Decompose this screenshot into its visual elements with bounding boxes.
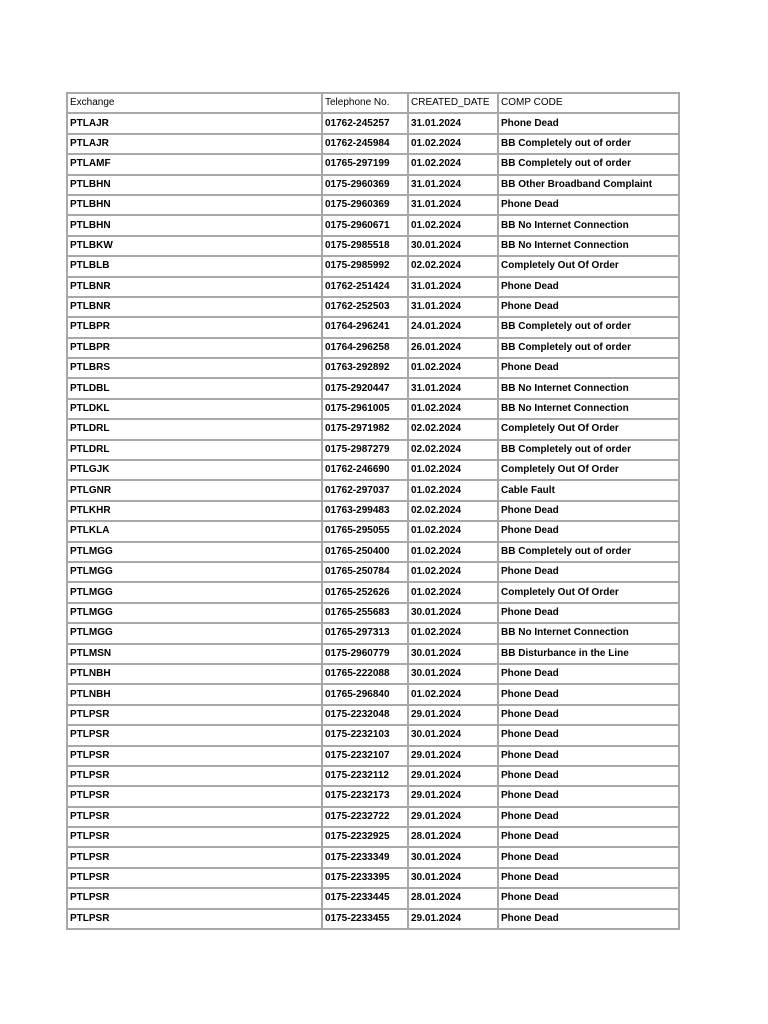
table-row (68, 481, 680, 501)
table-body (68, 114, 680, 930)
cell-created-date: 01.02.2024 (409, 563, 499, 583)
cell-created-date: 30.01.2024 (409, 237, 499, 257)
table-row (68, 848, 680, 868)
cell-telephone-no: 0175-2960671 (323, 216, 409, 236)
cell-telephone-no: 0175-2961005 (323, 400, 409, 420)
cell-exchange: PTLPSR (68, 767, 323, 787)
complaint-sheet (66, 92, 678, 930)
cell-telephone-no: 01765-295055 (323, 522, 409, 542)
cell-telephone-no: 0175-2985518 (323, 237, 409, 257)
cell-comp-code: Phone Dead (499, 522, 680, 542)
cell-comp-code: Phone Dead (499, 910, 680, 930)
table-row (68, 869, 680, 889)
cell-exchange: PTLGJK (68, 461, 323, 481)
cell-exchange: PTLPSR (68, 910, 323, 930)
cell-exchange: PTLMGG (68, 563, 323, 583)
cell-telephone-no: 01765-297313 (323, 624, 409, 644)
cell-comp-code: BB Other Broadband Complaint (499, 176, 680, 196)
cell-telephone-no: 0175-2233445 (323, 889, 409, 909)
table-row (68, 196, 680, 216)
cell-telephone-no: 0175-2232107 (323, 747, 409, 767)
cell-comp-code: Phone Dead (499, 808, 680, 828)
cell-exchange: PTLMSN (68, 645, 323, 665)
table-row (68, 808, 680, 828)
cell-comp-code: BB No Internet Connection (499, 216, 680, 236)
cell-created-date: 30.01.2024 (409, 726, 499, 746)
cell-created-date: 26.01.2024 (409, 339, 499, 359)
cell-created-date: 29.01.2024 (409, 808, 499, 828)
cell-telephone-no: 0175-2232112 (323, 767, 409, 787)
cell-comp-code: Phone Dead (499, 685, 680, 705)
cell-exchange: PTLPSR (68, 726, 323, 746)
cell-telephone-no: 0175-2232048 (323, 706, 409, 726)
cell-created-date: 01.02.2024 (409, 583, 499, 603)
cell-comp-code: Phone Dead (499, 114, 680, 134)
cell-created-date: 30.01.2024 (409, 848, 499, 868)
cell-comp-code: BB Completely out of order (499, 339, 680, 359)
cell-created-date: 30.01.2024 (409, 645, 499, 665)
cell-created-date: 01.02.2024 (409, 461, 499, 481)
cell-created-date: 02.02.2024 (409, 441, 499, 461)
cell-exchange: PTLDKL (68, 400, 323, 420)
cell-telephone-no: 01765-222088 (323, 665, 409, 685)
table-row (68, 400, 680, 420)
header-comp-code: COMP CODE (499, 94, 680, 114)
cell-telephone-no: 01765-255683 (323, 604, 409, 624)
cell-exchange: PTLPSR (68, 787, 323, 807)
cell-comp-code: Phone Dead (499, 828, 680, 848)
cell-telephone-no: 01765-252626 (323, 583, 409, 603)
cell-created-date: 28.01.2024 (409, 889, 499, 909)
cell-telephone-no: 01763-292892 (323, 359, 409, 379)
cell-created-date: 29.01.2024 (409, 787, 499, 807)
cell-created-date: 01.02.2024 (409, 216, 499, 236)
cell-created-date: 02.02.2024 (409, 257, 499, 277)
cell-comp-code: Phone Dead (499, 767, 680, 787)
cell-exchange: PTLMGG (68, 543, 323, 563)
cell-comp-code: BB No Internet Connection (499, 237, 680, 257)
cell-exchange: PTLBHN (68, 176, 323, 196)
table-row (68, 685, 680, 705)
cell-telephone-no: 01765-297199 (323, 155, 409, 175)
table-row (68, 318, 680, 338)
cell-telephone-no: 01765-250784 (323, 563, 409, 583)
cell-exchange: PTLAJR (68, 114, 323, 134)
cell-created-date: 01.02.2024 (409, 400, 499, 420)
cell-created-date: 31.01.2024 (409, 278, 499, 298)
cell-telephone-no: 0175-2232722 (323, 808, 409, 828)
cell-created-date: 30.01.2024 (409, 665, 499, 685)
table-row (68, 767, 680, 787)
table-row (68, 706, 680, 726)
cell-exchange: PTLBHN (68, 196, 323, 216)
table-row (68, 379, 680, 399)
cell-comp-code: Phone Dead (499, 196, 680, 216)
cell-created-date: 01.02.2024 (409, 685, 499, 705)
table-row (68, 420, 680, 440)
table-row (68, 645, 680, 665)
cell-exchange: PTLBRS (68, 359, 323, 379)
cell-comp-code: Phone Dead (499, 665, 680, 685)
cell-exchange: PTLBHN (68, 216, 323, 236)
cell-created-date: 29.01.2024 (409, 706, 499, 726)
cell-created-date: 31.01.2024 (409, 114, 499, 134)
cell-exchange: PTLNBH (68, 665, 323, 685)
cell-exchange: PTLPSR (68, 706, 323, 726)
table-row (68, 359, 680, 379)
complaint-table (66, 92, 680, 930)
cell-exchange: PTLPSR (68, 747, 323, 767)
cell-comp-code: Phone Dead (499, 889, 680, 909)
cell-comp-code: BB Completely out of order (499, 155, 680, 175)
cell-created-date: 01.02.2024 (409, 543, 499, 563)
cell-created-date: 01.02.2024 (409, 481, 499, 501)
table-row (68, 889, 680, 909)
cell-exchange: PTLAJR (68, 135, 323, 155)
cell-created-date: 02.02.2024 (409, 420, 499, 440)
table-row (68, 787, 680, 807)
cell-exchange: PTLDRL (68, 441, 323, 461)
cell-comp-code: Phone Dead (499, 869, 680, 889)
cell-exchange: PTLKLA (68, 522, 323, 542)
cell-exchange: PTLNBH (68, 685, 323, 705)
cell-comp-code: BB No Internet Connection (499, 379, 680, 399)
cell-exchange: PTLBKW (68, 237, 323, 257)
cell-telephone-no: 0175-2233455 (323, 910, 409, 930)
cell-exchange: PTLPSR (68, 848, 323, 868)
cell-telephone-no: 0175-2971982 (323, 420, 409, 440)
cell-comp-code: Phone Dead (499, 278, 680, 298)
table-row (68, 910, 680, 930)
cell-comp-code: BB Completely out of order (499, 135, 680, 155)
cell-exchange: PTLBNR (68, 278, 323, 298)
cell-exchange: PTLPSR (68, 828, 323, 848)
table-row (68, 237, 680, 257)
cell-telephone-no: 01762-297037 (323, 481, 409, 501)
cell-exchange: PTLGNR (68, 481, 323, 501)
cell-exchange: PTLMGG (68, 604, 323, 624)
cell-telephone-no: 01764-296258 (323, 339, 409, 359)
table-row (68, 624, 680, 644)
table-row (68, 502, 680, 522)
table-row (68, 114, 680, 134)
cell-created-date: 24.01.2024 (409, 318, 499, 338)
table-row (68, 522, 680, 542)
cell-telephone-no: 0175-2985992 (323, 257, 409, 277)
cell-telephone-no: 01762-245257 (323, 114, 409, 134)
cell-comp-code: Completely Out Of Order (499, 583, 680, 603)
cell-telephone-no: 01764-296241 (323, 318, 409, 338)
cell-created-date: 01.02.2024 (409, 135, 499, 155)
cell-comp-code: Phone Dead (499, 604, 680, 624)
cell-exchange: PTLMGG (68, 624, 323, 644)
cell-comp-code: BB No Internet Connection (499, 624, 680, 644)
cell-comp-code: Cable Fault (499, 481, 680, 501)
table-row (68, 563, 680, 583)
cell-comp-code: Phone Dead (499, 726, 680, 746)
cell-created-date: 28.01.2024 (409, 828, 499, 848)
cell-telephone-no: 01765-250400 (323, 543, 409, 563)
cell-created-date: 02.02.2024 (409, 502, 499, 522)
cell-telephone-no: 0175-2960369 (323, 196, 409, 216)
table-row (68, 543, 680, 563)
cell-created-date: 30.01.2024 (409, 604, 499, 624)
cell-telephone-no: 0175-2987279 (323, 441, 409, 461)
table-row (68, 441, 680, 461)
cell-telephone-no: 01762-245984 (323, 135, 409, 155)
header-created-date: CREATED_DATE (409, 94, 499, 114)
cell-telephone-no: 0175-2232103 (323, 726, 409, 746)
cell-comp-code: BB Disturbance in the Line (499, 645, 680, 665)
cell-created-date: 31.01.2024 (409, 176, 499, 196)
cell-telephone-no: 0175-2233349 (323, 848, 409, 868)
cell-telephone-no: 0175-2960779 (323, 645, 409, 665)
header-telephone-no: Telephone No. (323, 94, 409, 114)
cell-created-date: 31.01.2024 (409, 196, 499, 216)
cell-telephone-no: 0175-2960369 (323, 176, 409, 196)
table-row (68, 257, 680, 277)
cell-created-date: 01.02.2024 (409, 522, 499, 542)
cell-comp-code: Phone Dead (499, 787, 680, 807)
cell-comp-code: Phone Dead (499, 848, 680, 868)
cell-telephone-no: 0175-2232173 (323, 787, 409, 807)
cell-exchange: PTLDRL (68, 420, 323, 440)
cell-exchange: PTLAMF (68, 155, 323, 175)
header-exchange: Exchange (68, 94, 323, 114)
table-row (68, 665, 680, 685)
table-row (68, 298, 680, 318)
header-row (68, 94, 680, 114)
table-row (68, 278, 680, 298)
cell-created-date: 01.02.2024 (409, 155, 499, 175)
cell-exchange: PTLBPR (68, 318, 323, 338)
cell-comp-code: Completely Out Of Order (499, 257, 680, 277)
table-row (68, 176, 680, 196)
cell-comp-code: Phone Dead (499, 706, 680, 726)
cell-comp-code: Phone Dead (499, 359, 680, 379)
cell-telephone-no: 01763-299483 (323, 502, 409, 522)
table-row (68, 583, 680, 603)
table-header (68, 94, 680, 114)
table-row (68, 726, 680, 746)
table-row (68, 135, 680, 155)
table-row (68, 747, 680, 767)
cell-telephone-no: 01765-296840 (323, 685, 409, 705)
cell-telephone-no: 01762-252503 (323, 298, 409, 318)
cell-exchange: PTLPSR (68, 808, 323, 828)
table-row (68, 828, 680, 848)
table-row (68, 155, 680, 175)
cell-exchange: PTLBLB (68, 257, 323, 277)
cell-comp-code: Completely Out Of Order (499, 420, 680, 440)
cell-comp-code: BB No Internet Connection (499, 400, 680, 420)
cell-comp-code: Phone Dead (499, 298, 680, 318)
table-row (68, 216, 680, 236)
cell-created-date: 01.02.2024 (409, 624, 499, 644)
cell-telephone-no: 01762-246690 (323, 461, 409, 481)
cell-created-date: 31.01.2024 (409, 379, 499, 399)
cell-telephone-no: 0175-2920447 (323, 379, 409, 399)
cell-exchange: PTLBNR (68, 298, 323, 318)
cell-created-date: 29.01.2024 (409, 767, 499, 787)
cell-created-date: 01.02.2024 (409, 359, 499, 379)
cell-comp-code: BB Completely out of order (499, 543, 680, 563)
cell-comp-code: BB Completely out of order (499, 441, 680, 461)
cell-telephone-no: 0175-2233395 (323, 869, 409, 889)
cell-exchange: PTLPSR (68, 869, 323, 889)
cell-created-date: 29.01.2024 (409, 747, 499, 767)
cell-comp-code: Phone Dead (499, 502, 680, 522)
cell-exchange: PTLPSR (68, 889, 323, 909)
table-row (68, 461, 680, 481)
cell-exchange: PTLMGG (68, 583, 323, 603)
cell-created-date: 31.01.2024 (409, 298, 499, 318)
cell-exchange: PTLBPR (68, 339, 323, 359)
cell-exchange: PTLDBL (68, 379, 323, 399)
cell-comp-code: Completely Out Of Order (499, 461, 680, 481)
table-row (68, 339, 680, 359)
table-row (68, 604, 680, 624)
cell-comp-code: Phone Dead (499, 747, 680, 767)
cell-created-date: 29.01.2024 (409, 910, 499, 930)
cell-comp-code: Phone Dead (499, 563, 680, 583)
cell-exchange: PTLKHR (68, 502, 323, 522)
cell-created-date: 30.01.2024 (409, 869, 499, 889)
cell-telephone-no: 01762-251424 (323, 278, 409, 298)
cell-telephone-no: 0175-2232925 (323, 828, 409, 848)
cell-comp-code: BB Completely out of order (499, 318, 680, 338)
